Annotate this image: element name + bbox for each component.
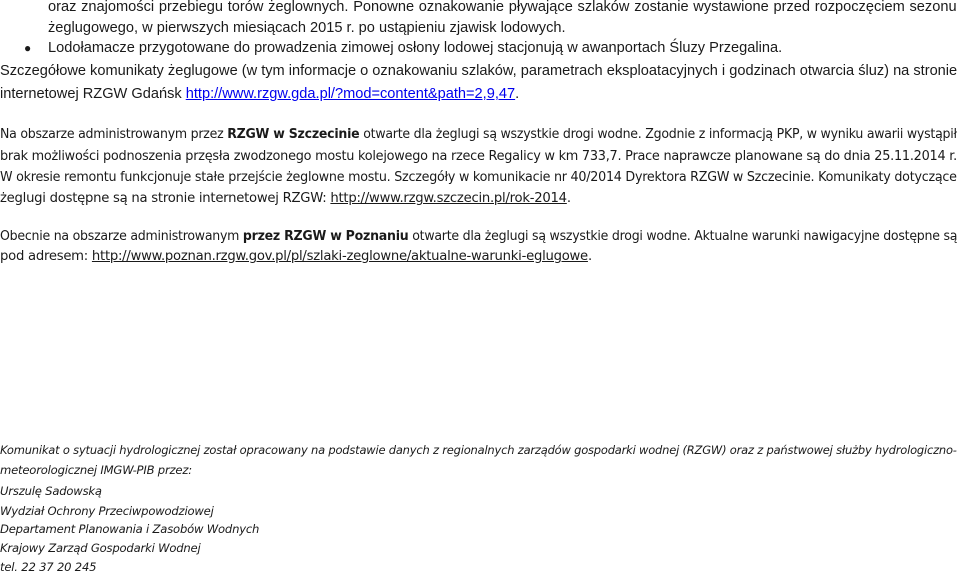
poznan-line-1 [0, 227, 957, 247]
poznan-l1-c: otwarte dla żeglugi są wszystkie drogi wodne. Aktualne warunki nawigacyjne dostępne są [408, 229, 958, 244]
rzgw-szczecin-bold: RZGW w Szczecinie [227, 127, 360, 142]
icebreakers-bullet-text: Lodołamacze przygotowane do prowadzenia zimowej osłony lodowej stacjonują w awanportach Śluzy Przegalina. [48, 40, 783, 56]
szczecin-line-1 [0, 125, 957, 145]
rzgw-poznan-bold: przez RZGW w Poznaniu [242, 229, 409, 244]
ice-paragraph-line-1: oraz znajomości przebiegu torów żeglownych. Ponowne oznakowanie pływające szlaków zostanie wystawione przed rozpoczęciem sezonu [48, 0, 957, 15]
phone-number: tel. 22 37 20 245 [0, 560, 97, 574]
gdansk-paragraph-line-2 [0, 84, 519, 104]
ice-paragraph-line-2: żeglugowego, w pierwszych miesiącach 2015 r. po ustąpieniu zjawisk lodowych. [48, 20, 566, 36]
gdansk-period: . [515, 86, 520, 102]
department-name: Wydział Ochrony Przeciwpowodziowej [0, 504, 214, 518]
footer-line-2: meteorologicznej IMGW-PIB przez: [0, 463, 192, 477]
division-name: Departament Planowania i Zasobów Wodnych [0, 522, 260, 536]
szczecin-l4-a: żeglugi dostępne są na stronie internetowej RZGW: [0, 191, 331, 206]
poznan-l2-a: pod adresem: [0, 249, 92, 264]
rzgw-poznan-link[interactable]: http://www.poznan.rzgw.gov.pl/pl/szlaki-zeglowne/aktualne-warunki-eglugowe [91, 249, 588, 264]
gdansk-paragraph-line-1: Szczegółowe komunikaty żeglugowe (w tym informacje o oznakowaniu szlaków, parametrach eksploatacyjnych i godzinach otwarcia śluz) na stronie [0, 63, 958, 79]
organization-name: Krajowy Zarząd Gospodarki Wodnej [0, 541, 201, 555]
poznan-l1-a: Obecnie na obszarze administrowanym [0, 229, 243, 244]
author-name: Urszulę Sadowską [0, 484, 102, 498]
szczecin-l1-c: otwarte dla żeglugi są wszystkie drogi wodne. Zgodnie z informacją PKP, w wyniku awarii wystąpił [359, 127, 957, 142]
poznan-line-2 [0, 247, 592, 267]
gdansk-line-text: internetowej RZGW Gdańsk [0, 86, 186, 102]
szczecin-line-3: W okresie remontu funkcjonuje stałe przejście żeglowne mostu. Szczegóły w komunikacie nr 40/2014 Dyrektora RZGW w Szczecinie. Komunikaty dotyczące [0, 170, 957, 185]
szczecin-line-2: brak możliwości podnoszenia przęsła zwodzonego mostu kolejowego na rzece Regalicy w km 733,7. Prace naprawcze planowane są do dnia 25.11.2014 r. [0, 149, 957, 164]
footer-line-1: Komunikat o sytuacji hydrologicznej został opracowany na podstawie danych z regionalnych zarządów gospodarki wodnej (RZGW) oraz z państwowej służby hydrologiczno- [0, 443, 957, 457]
szczecin-line-4 [0, 189, 571, 209]
szczecin-l1-a: Na obszarze administrowanym przez [0, 127, 228, 142]
szczecin-period: . [566, 191, 571, 206]
rzgw-szczecin-link[interactable]: http://www.rzgw.szczecin.pl/rok-2014 [330, 191, 567, 206]
rzgw-gdansk-link[interactable]: http://www.rzgw.gda.pl/?mod=content&path=2,9,47 [185, 86, 516, 102]
poznan-period: . [587, 249, 592, 264]
bullet-icon: ● [24, 41, 32, 55]
